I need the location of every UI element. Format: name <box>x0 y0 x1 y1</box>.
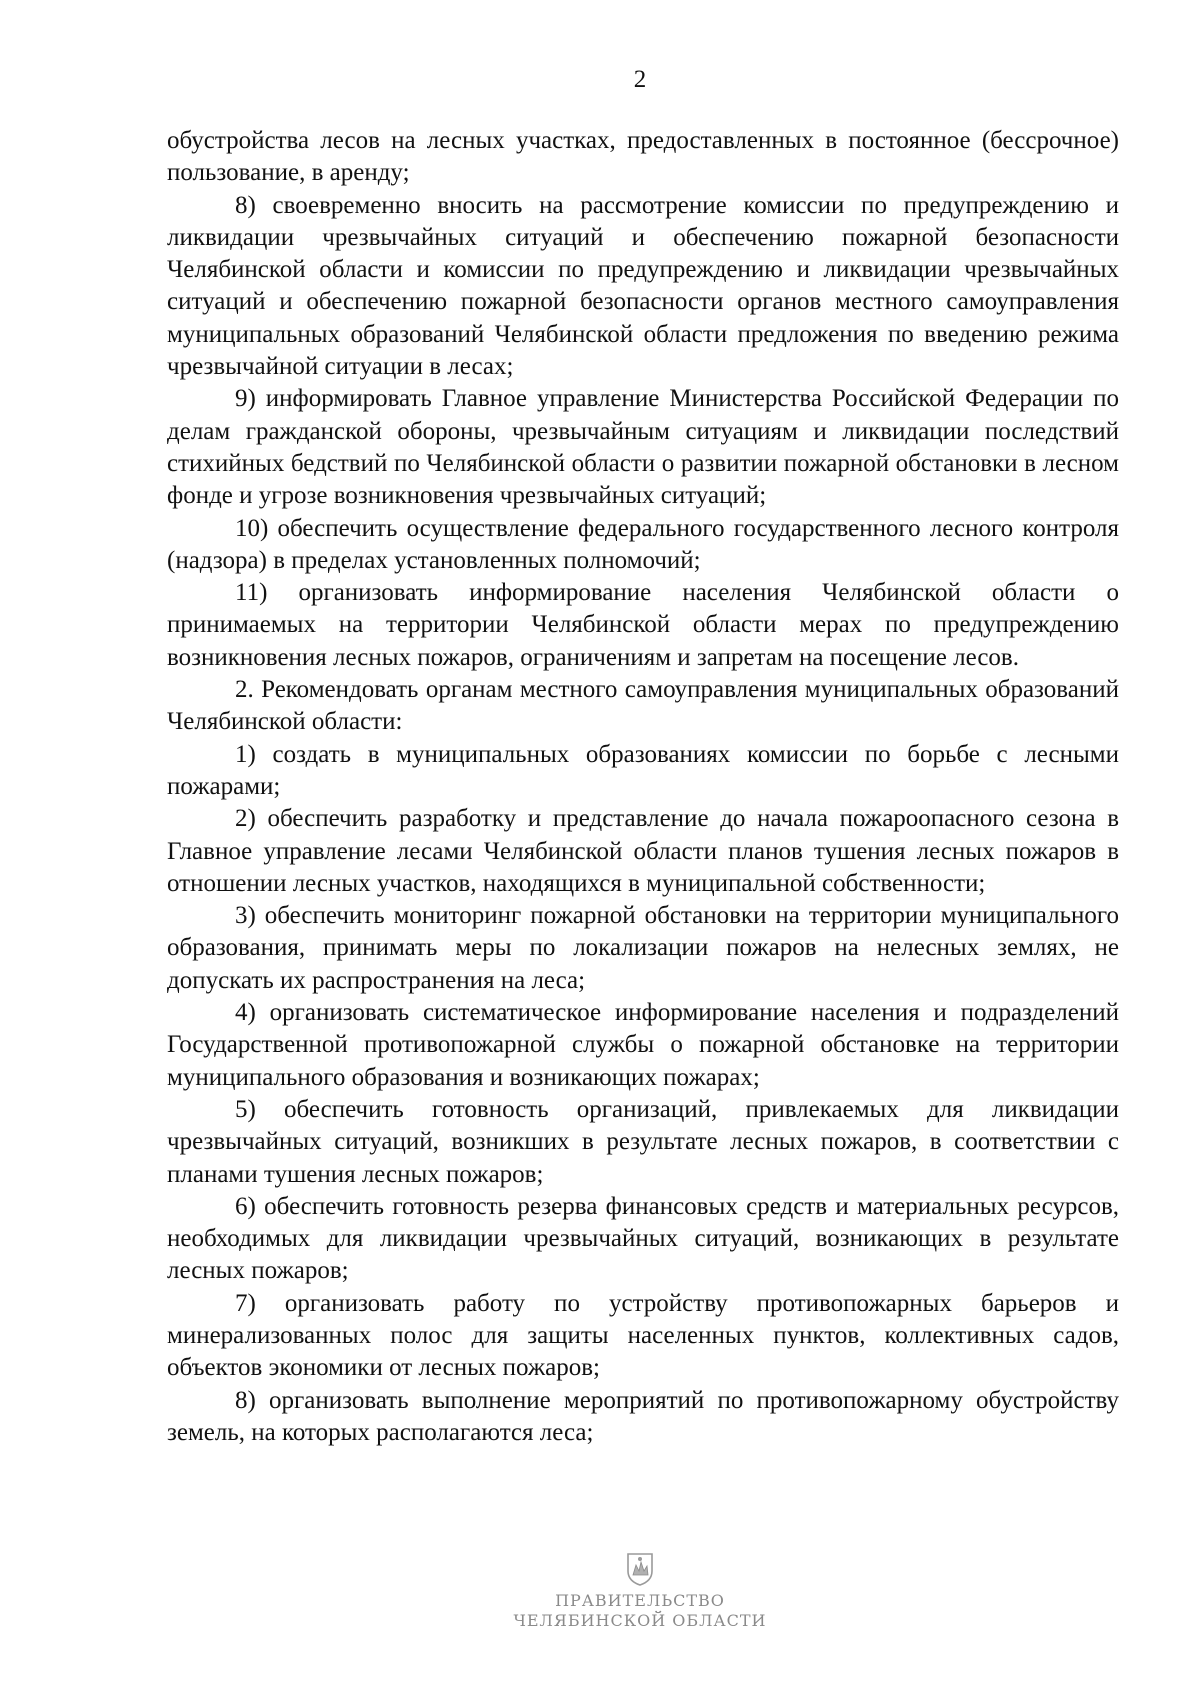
paragraph: 9) информировать Главное управление Министерства Российской Федерации по делам гражданской обороны, чрезвычайным ситуациям и ликвидации последствий стихийных бедствий по Челябинской области о развитии пожарной обстановки в лесном фонде и угрозе возникновения чрезвычайных ситуаций; <box>167 385 1119 510</box>
stamp-line-region: ЧЕЛЯБИНСКОЙ ОБЛАСТИ <box>513 1611 767 1630</box>
page-number: 2 <box>633 66 647 93</box>
paragraph: 6) обеспечить готовность резерва финансовых средств и материальных ресурсов, необходимых для ликвидации чрезвычайных ситуаций, возникающих в результате лесных пожаров; <box>167 1192 1119 1285</box>
document-body <box>167 125 1119 1449</box>
coat-of-arms-icon <box>622 1551 658 1587</box>
paragraph: 10) обеспечить осуществление федерального государственного лесного контроля (надзора) в пределах установленных полномочий; <box>167 514 1119 574</box>
paragraph: 2. Рекомендовать органам местного самоуправления муниципальных образований Челябинской области: <box>167 676 1119 736</box>
paragraph: 7) организовать работу по устройству противопожарных барьеров и минерализованных полос для защиты населенных пунктов, коллективных садов, объектов экономики от лесных пожаров; <box>167 1289 1119 1382</box>
stamp-line-government: ПРАВИТЕЛЬСТВО <box>555 1591 725 1610</box>
paragraph: 1) создать в муниципальных образованиях комиссии по борьбе с лесными пожарами; <box>167 740 1119 800</box>
paragraph: обустройства лесов на лесных участках, предоставленных в постоянное (бессрочное) пользование, в аренду; <box>167 127 1119 187</box>
government-stamp <box>440 1551 840 1661</box>
paragraph: 4) организовать систематическое информирование населения и подразделений Государственной противопожарной службы о пожарной обстановке на территории муниципального образования и возникающих пожарах; <box>167 999 1119 1091</box>
paragraph: 8) организовать выполнение мероприятий по противопожарному обустройству земель, на которых располагаются леса; <box>167 1386 1119 1446</box>
paragraph: 8) своевременно вносить на рассмотрение комиссии по предупреждению и ликвидации чрезвычайных ситуаций и обеспечению пожарной безопасности Челябинской области и комиссии по предупреждению и ликвидации чрезвычайных ситуаций и обеспечению пожарной безопасности органов местного самоуправления муниципальных образований Челябинской области предложения по введению режима чрезвычайной ситуации в лесах; <box>167 191 1119 381</box>
paragraph: 2) обеспечить разработку и представление до начала пожароопасного сезона в Главное управление лесами Челябинской области планов тушения лесных пожаров в отношении лесных участков, находящихся в муниципальной собственности; <box>167 805 1119 897</box>
paragraph: 5) обеспечить готовность организаций, привлекаемых для ликвидации чрезвычайных ситуаций, возникших в результате лесных пожаров, в соответствии с планами тушения лесных пожаров; <box>167 1095 1119 1188</box>
paragraph: 11) организовать информирование населения Челябинской области о принимаемых на территории Челябинской области мерах по предупреждению возникновения лесных пожаров, ограничениям и запретам на посещение лесов. <box>167 579 1119 671</box>
paragraph: 3) обеспечить мониторинг пожарной обстановки на территории муниципального образования, принимать меры по локализации пожаров на нелесных землях, не допускать их распространения на леса; <box>167 902 1119 994</box>
